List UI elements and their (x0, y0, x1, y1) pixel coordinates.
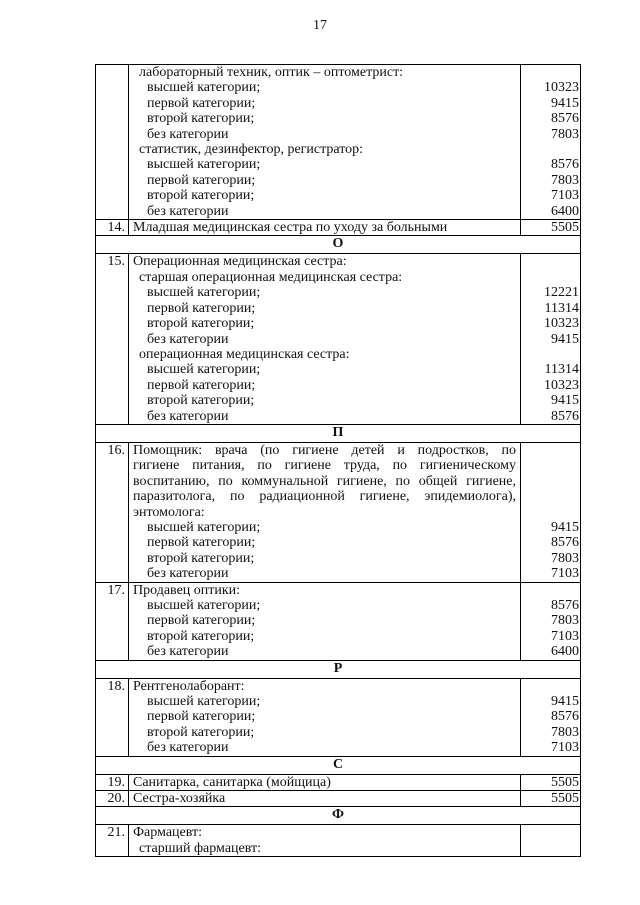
position-line: Санитарка, санитарка (мойщица) (133, 774, 331, 790)
table-row (96, 65, 581, 220)
salary-cell (521, 442, 581, 582)
row-number: 17. (96, 582, 129, 660)
salary-value (521, 142, 579, 157)
salary-cell (521, 791, 581, 807)
position-line: второй категории; (147, 188, 255, 204)
salary-value (521, 825, 579, 840)
position-line: Фармацевт: (133, 825, 203, 841)
position-line: высшей категории; (147, 694, 261, 710)
position-line: Помощник: врача (по гигиене детей и подростков, по (133, 442, 516, 458)
position-line: высшей категории; (147, 285, 261, 301)
position-name-cell (129, 220, 521, 236)
position-line: Продавец оптики: (133, 582, 241, 598)
table-row (96, 220, 581, 236)
salary-value: 8576 (551, 111, 579, 127)
salary-value: 7803 (551, 724, 579, 740)
salary-value (521, 458, 579, 473)
position-line: высшей категории; (147, 362, 261, 378)
position-line: старший фармацевт: (139, 840, 262, 856)
salary-value: 7103 (551, 188, 579, 204)
section-letter: Ф (96, 807, 581, 825)
salary-value: 8576 (551, 598, 579, 613)
position-line: второй категории; (147, 724, 255, 740)
position-line: первой категории; (147, 172, 256, 188)
salary-value: 9415 (551, 95, 579, 111)
page-number: 17 (313, 18, 327, 33)
position-line: Операционная медицинская сестра: (133, 254, 347, 270)
position-line: высшей категории; (147, 519, 261, 535)
position-line: без категории (147, 644, 229, 660)
salary-value: 9415 (551, 694, 579, 710)
salary-value: 7103 (551, 740, 579, 756)
salary-value: 5505 (551, 220, 579, 236)
position-line: первой категории; (147, 535, 256, 551)
position-line: энтомолога: (133, 504, 205, 520)
row-number: 21. (96, 825, 129, 857)
salary-value: 9415 (551, 393, 579, 409)
table-body (96, 65, 581, 857)
position-name-cell (129, 582, 521, 660)
position-line: второй категории; (147, 111, 255, 127)
position-line: без категории (147, 740, 229, 756)
position-line: первой категории; (147, 300, 256, 316)
table-row (96, 582, 581, 660)
row-number: 15. (96, 254, 129, 424)
section-letter: Р (96, 660, 581, 678)
position-name-cell (129, 774, 521, 790)
position-line: высшей категории; (147, 598, 261, 613)
position-line: лабораторный техник, оптик – оптометрист: (139, 65, 404, 80)
position-line: гигиене питания, по гигиене труда, по гигиеническому (133, 458, 516, 474)
position-name-cell (129, 791, 521, 807)
position-line: воспитанию, по коммунальной гигиене, по общей гигиене, (133, 473, 516, 489)
row-number (96, 65, 129, 220)
salary-value: 8576 (551, 535, 579, 551)
salary-cell (521, 65, 581, 220)
section-letter-row (96, 660, 581, 678)
salary-value: 9415 (551, 519, 579, 535)
row-number: 20. (96, 791, 129, 807)
position-line: без категории (147, 566, 229, 582)
salary-cell (521, 582, 581, 660)
position-line: операционная медицинская сестра: (139, 346, 350, 362)
position-line: старшая операционная медицинская сестра: (139, 269, 403, 285)
section-letter: П (96, 424, 581, 442)
salary-value: 8576 (551, 157, 579, 173)
salary-value (521, 254, 579, 269)
position-line: Рентгенолаборант: (133, 678, 245, 694)
salary-cell (521, 774, 581, 790)
table-row (96, 442, 581, 582)
salary-value: 7103 (551, 566, 579, 582)
position-line: без категории (147, 203, 229, 219)
position-line: без категории (147, 331, 229, 347)
row-number: 18. (96, 678, 129, 756)
position-line: второй категории; (147, 628, 255, 644)
section-letter-row (96, 424, 581, 442)
salary-value (521, 489, 579, 504)
position-line: высшей категории; (147, 157, 261, 173)
position-line: высшей категории; (147, 80, 261, 96)
salary-value: 9415 (551, 331, 579, 347)
section-letter-row (96, 807, 581, 825)
salary-cell (521, 678, 581, 756)
salary-cell (521, 825, 581, 857)
row-number: 14. (96, 220, 129, 236)
salary-value: 8576 (551, 709, 579, 725)
position-line: первой категории; (147, 613, 256, 629)
salary-value: 5505 (551, 774, 579, 790)
salary-value: 8576 (551, 408, 579, 424)
salary-value: 7803 (551, 613, 579, 629)
position-line: второй категории; (147, 316, 255, 332)
salary-value (521, 841, 579, 856)
position-name-cell (129, 825, 521, 857)
salary-value (521, 443, 579, 458)
position-line: первой категории; (147, 95, 256, 111)
section-letter-row (96, 756, 581, 774)
salary-value: 12221 (544, 285, 579, 301)
salary-value: 7103 (551, 628, 579, 644)
row-number: 16. (96, 442, 129, 582)
salary-value (521, 583, 579, 598)
position-name-cell (129, 442, 521, 582)
salary-value (521, 474, 579, 489)
salary-cell (521, 220, 581, 236)
position-line: паразитолога, по радиационной гигиене, эпидемиолога), (133, 489, 516, 505)
row-number: 19. (96, 774, 129, 790)
section-letter: О (96, 236, 581, 254)
position-line: без категории (147, 408, 229, 424)
position-line: первой категории; (147, 377, 256, 393)
salary-value: 7803 (551, 126, 579, 142)
position-line: второй категории; (147, 393, 255, 409)
position-name-cell (129, 65, 521, 220)
position-line: Сестра-хозяйка (133, 791, 226, 807)
position-line: без категории (147, 126, 229, 142)
position-name-cell (129, 678, 521, 756)
salary-value: 6400 (551, 644, 579, 660)
salary-value (521, 347, 579, 362)
salary-value: 7803 (551, 172, 579, 188)
position-line: второй категории; (147, 550, 255, 566)
salary-value (521, 679, 579, 694)
salary-value: 11314 (544, 300, 579, 316)
salary-value: 7803 (551, 550, 579, 566)
table-row (96, 678, 581, 756)
salary-value (521, 270, 579, 285)
salary-value (521, 65, 579, 80)
salary-value: 10323 (544, 316, 579, 332)
salary-value: 5505 (551, 791, 579, 807)
salary-value: 6400 (551, 203, 579, 219)
position-line: статистик, дезинфектор, регистратор: (139, 142, 364, 158)
table-row (96, 825, 581, 857)
salary-table (95, 64, 581, 857)
salary-value: 11314 (544, 362, 579, 378)
section-letter-row (96, 236, 581, 254)
position-line: первой категории; (147, 709, 256, 725)
table-row (96, 791, 581, 807)
table-row (96, 254, 581, 424)
salary-value: 10323 (544, 80, 579, 96)
salary-cell (521, 254, 581, 424)
table-row (96, 774, 581, 790)
section-letter: С (96, 756, 581, 774)
salary-value (521, 505, 579, 520)
position-line: Младшая медицинская сестра по уходу за больными (133, 220, 448, 236)
salary-value: 10323 (544, 377, 579, 393)
position-name-cell (129, 254, 521, 424)
